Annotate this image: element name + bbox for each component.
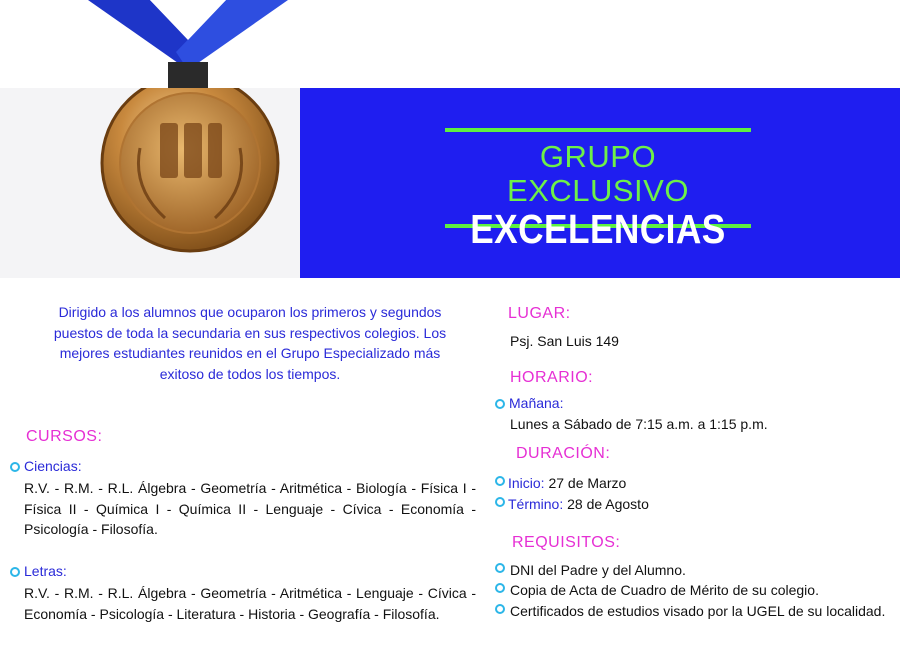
- bullet-icon: [495, 476, 505, 486]
- bullet-icon: [495, 583, 505, 593]
- ciencias-text: R.V. - R.M. - R.L. Álgebra - Geometría - Aritmética - Biología - Física I - Física II - Química I - Química II - Lenguaje - Cívica - Economía - Psicología - Filosofía.: [24, 480, 476, 537]
- horario-text: Lunes a Sábado de 7:15 a.m. a 1:15 p.m.: [510, 416, 768, 432]
- inicio-label: Inicio:: [508, 475, 545, 491]
- bullet-icon: [495, 399, 505, 409]
- cursos-heading: CURSOS:: [26, 428, 103, 445]
- lugar-text: Psj. San Luis 149: [510, 333, 619, 349]
- inicio-value: 27 de Marzo: [548, 475, 627, 491]
- termino-value: 28 de Agosto: [567, 496, 649, 512]
- requisito-item: DNI del Padre y del Alumno.: [510, 562, 686, 578]
- intro-text: Dirigido a los alumnos que ocuparon los primeros y segundos puestos de toda la secundaria en sus respectivos colegios. Los mejores estudiantes reunidos en el Grupo Especializado más exitoso de todos los tiempos.: [53, 304, 447, 382]
- duracion-heading: DURACIÓN:: [516, 445, 611, 462]
- horario-label: Mañana:: [509, 395, 564, 411]
- ribbon-icon: [88, 0, 288, 100]
- requisito-item: Certificados de estudios visado por la UGEL de su localidad.: [510, 603, 886, 619]
- bullet-icon: [10, 567, 20, 577]
- letras-label: Letras:: [24, 563, 67, 579]
- medal-icon: [0, 88, 300, 278]
- title-line-2: EXCELENCIAS: [470, 206, 726, 252]
- letras-text: R.V. - R.M. - R.L. Álgebra - Geometría - Aritmética - Lenguaje - Cívica - Economía - Psicología - Literatura - Historia - Geografía - Filosofía.: [24, 585, 476, 622]
- inicio-row: [508, 473, 626, 494]
- title-box: [445, 128, 751, 252]
- title-line-1: GRUPO EXCLUSIVO: [507, 139, 689, 208]
- ciencias-label: Ciencias:: [24, 458, 82, 474]
- requisitos-heading: REQUISITOS:: [512, 534, 621, 551]
- bullet-icon: [495, 604, 505, 614]
- medal-panel: [0, 88, 300, 278]
- lugar-heading: LUGAR:: [508, 305, 571, 322]
- bullet-icon: [495, 497, 505, 507]
- termino-label: Término:: [508, 496, 564, 512]
- termino-row: [508, 494, 649, 515]
- bullet-icon: [495, 563, 505, 573]
- bullet-icon: [10, 462, 20, 472]
- horario-heading: HORARIO:: [510, 369, 594, 386]
- requisito-item: Copia de Acta de Cuadro de Mérito de su colegio.: [510, 582, 819, 598]
